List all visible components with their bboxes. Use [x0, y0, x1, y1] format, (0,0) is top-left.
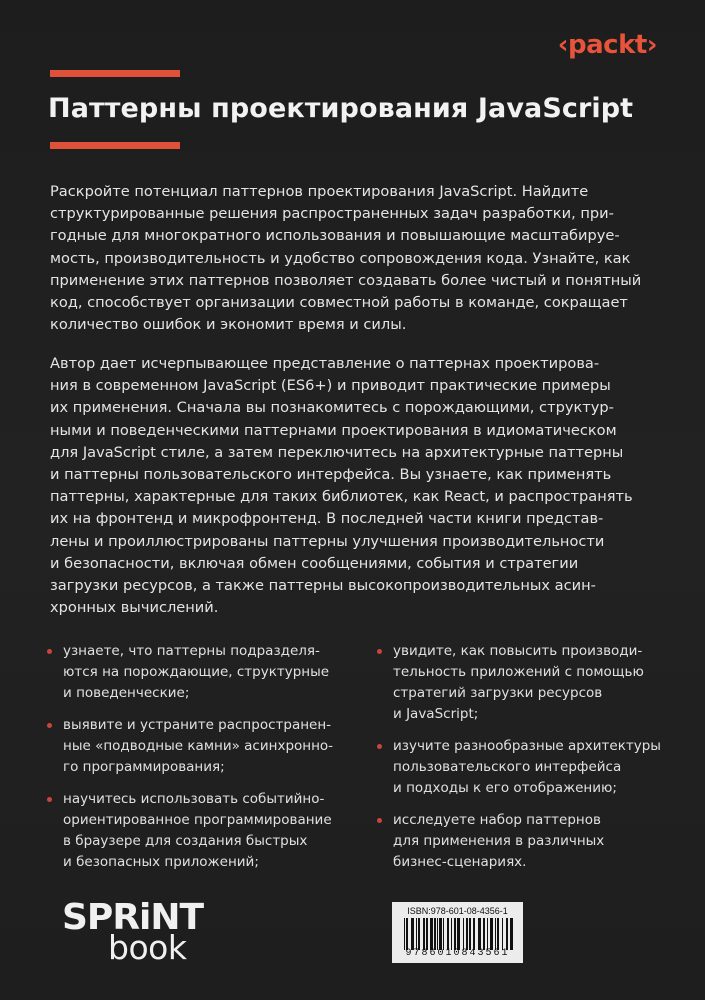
barcode-bar: [510, 918, 513, 950]
barcode-bar: [423, 918, 425, 950]
logo-line-2: book: [108, 928, 187, 967]
list-item: [375, 810, 675, 873]
text-line: и безопасности, включая обмен сообщениями, события и стратегии: [50, 554, 579, 572]
text-line: лены и проиллюстрированы паттерны улучшения производительности: [50, 532, 605, 550]
text-line: исследуете набор паттернов: [393, 812, 601, 828]
barcode-bar: [506, 918, 508, 950]
barcode-bar: [430, 918, 433, 950]
barcode-bar: [418, 918, 420, 950]
description-paragraph-1: [50, 181, 665, 336]
text-line: количество ошибок и экономит время и силы.: [50, 316, 407, 334]
list-item: [45, 715, 345, 778]
barcode-bar: [466, 918, 468, 950]
text-line: увидите, как повысить производи-: [393, 643, 643, 659]
text-line: мость, производительность и удобство сопровождения кода. Узнайте, как: [50, 249, 631, 267]
text-line: в браузере для создания быстрых: [63, 833, 308, 849]
barcode-bar: [469, 918, 471, 950]
barcode-bar: [454, 918, 456, 950]
barcode-bar: [463, 918, 464, 950]
barcode-bar: [483, 918, 485, 950]
text-line: хронных вычислений.: [50, 599, 219, 617]
isbn-text: ISBN:978-601-08-4356-1: [407, 906, 508, 916]
barcode-bar: [426, 918, 428, 950]
text-line: ные «подводные камни» асинхронно-: [63, 738, 334, 754]
text-line: применение этих паттернов позволяет создавать более чистый и понятный: [50, 271, 642, 289]
text-line: их применения. Сначала вы познакомитесь с порождающими, структур-: [50, 399, 614, 417]
barcode-bar: [443, 918, 444, 950]
description-paragraph-2: [50, 353, 665, 619]
text-line: ориентированное программирование: [63, 812, 332, 828]
list-item: [45, 641, 345, 704]
text-line: выявите и устраните распространен-: [63, 717, 332, 733]
text-line: пользовательского интерфейса: [393, 759, 622, 775]
barcode-icon: [404, 918, 513, 950]
text-line: структурированные решения распространенных задач разработки, при-: [50, 205, 614, 223]
text-line: и безопасных приложений;: [63, 854, 259, 870]
text-line: ния в современном JavaScript (ES6+) и приводит практические примеры: [50, 377, 611, 395]
barcode-bar: [457, 918, 460, 950]
bullet-dot-icon: [47, 649, 52, 654]
barcode-bar: [439, 918, 442, 950]
list-item: [375, 641, 675, 725]
barcode-bar: [406, 918, 408, 950]
bullet-dot-icon: [377, 649, 382, 654]
text-line: Раскройте потенциал паттернов проектирования JavaScript. Найдите: [50, 183, 589, 200]
publisher-logo: ‹packt›: [557, 30, 657, 60]
barcode-bar: [437, 918, 438, 950]
text-line: для JavaScript стиле, а затем переключитесь на архитектурные паттерны: [50, 443, 624, 461]
text-line: узнаете, что паттерны подразделя-: [63, 643, 320, 659]
text-line: и JavaScript;: [393, 706, 479, 722]
text-line: тельность приложений с помощью: [393, 664, 644, 680]
text-line: и подходы к его отображению;: [393, 780, 617, 796]
text-line: их на фронтенд и микрофронтенд. В последней части книги представ-: [50, 510, 604, 528]
barcode-bar: [490, 918, 493, 950]
barcode-bar: [487, 918, 488, 950]
book-title: Паттерны проектирования JavaScript: [48, 93, 634, 124]
barcode-bar: [411, 918, 414, 950]
text-line: паттерны, характерные для таких библиотек, как React, и распространять: [50, 488, 633, 506]
barcode-bar: [404, 918, 405, 950]
barcode-digits: 9786010843561: [405, 948, 510, 959]
list-item: [45, 789, 345, 873]
barcode-bar: [451, 918, 452, 950]
text-line: изучите разнообразные архитектуры: [393, 738, 661, 754]
barcode-bar: [434, 918, 436, 950]
text-line: годные для многократного использования и повышающие масштабируе-: [50, 227, 620, 245]
barcode-bar: [497, 918, 499, 950]
barcode-bar: [478, 918, 481, 950]
text-line: Автор дает исчерпывающее представление о паттернах проектирова-: [50, 355, 600, 372]
text-line: для применения в различных: [393, 833, 605, 849]
bullet-list-left: [45, 641, 345, 884]
barcode-bar: [495, 918, 496, 950]
bullet-dot-icon: [47, 723, 52, 728]
list-item: [375, 736, 675, 799]
isbn-barcode-label: [392, 902, 523, 963]
text-line: загрузки ресурсов, а также паттерны высокопроизводительных асин-: [50, 577, 596, 595]
bullet-dot-icon: [377, 744, 382, 749]
text-line: бизнес-сценариях.: [393, 854, 527, 870]
text-line: научитесь использовать событийно-: [63, 791, 325, 807]
text-line: ными и поведенческими паттернами проектирования в идиоматическом: [50, 421, 617, 439]
text-line: код, способствует организации совместной работы в команде, сокращает: [50, 294, 628, 312]
barcode-bar: [447, 918, 449, 950]
barcode-bar: [502, 918, 503, 950]
logo-line-1: SPRiNT: [62, 897, 204, 938]
text-line: го программирования;: [63, 759, 225, 775]
barcode-bar: [473, 918, 475, 950]
text-line: ются на порождающие, структурные: [63, 664, 330, 680]
accent-bar-bottom: [50, 142, 180, 149]
text-line: и паттерны пользовательского интерфейса. Вы узнаете, как применять: [50, 466, 612, 484]
bullet-list-right: [375, 641, 675, 884]
sprint-book-logo: [62, 897, 204, 980]
bullet-dot-icon: [47, 797, 52, 802]
text-line: стратегий загрузки ресурсов: [393, 685, 603, 701]
text-line: и поведенческие;: [63, 685, 190, 701]
bullet-dot-icon: [377, 818, 382, 823]
accent-bar-top: [50, 70, 180, 77]
barcode-bar: [416, 918, 417, 950]
